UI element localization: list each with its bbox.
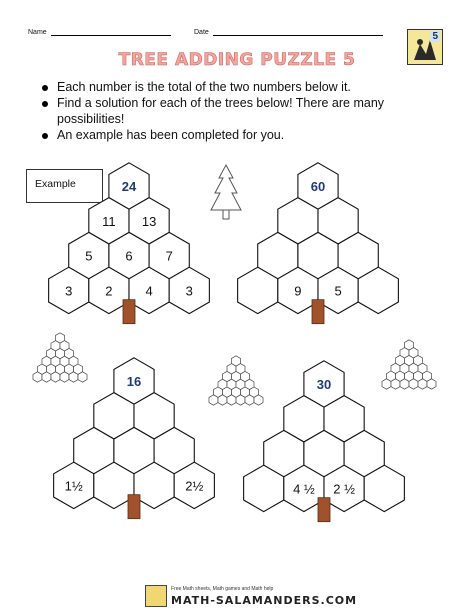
cell-number: 7 — [165, 248, 173, 264]
name-label: Name — [28, 29, 47, 36]
cell-number: 4 — [145, 283, 153, 299]
cell-number: 5 — [85, 248, 93, 264]
cell-number: 3 — [65, 283, 73, 299]
cell-number: 13 — [141, 213, 157, 229]
example-label: Example — [35, 178, 76, 190]
mini-hex-tree — [382, 340, 436, 389]
footer-tagline: Free Math sheets, Math games and Math help — [171, 586, 274, 592]
instruction-item: Find a solution for each of the trees below! There are many possibilities! — [40, 96, 440, 127]
cell-number: 1½ — [64, 478, 83, 494]
tree-trunk — [123, 300, 135, 324]
top-number: 60 — [310, 179, 326, 194]
puzzle-tree-example — [49, 163, 210, 324]
instruction-item: An example has been completed for you. — [40, 128, 440, 144]
cell-number: 6 — [125, 248, 133, 264]
logo-number: 5 — [432, 31, 438, 42]
footer-brand: MATH-SALAMANDERS.COM — [171, 594, 358, 607]
tree-trunk — [318, 498, 330, 522]
page-title: TREE ADDING PUZZLE 5 — [118, 50, 356, 70]
instruction-item: Each number is the total of the two numbers below it. — [40, 80, 440, 96]
cell-number: 11 — [102, 213, 116, 229]
cell-number: 9 — [294, 283, 302, 299]
puzzle-tree-puzzle-2 — [54, 358, 215, 519]
top-number: 24 — [121, 179, 137, 194]
cell-number: 2½ — [185, 478, 204, 494]
cell-number: 2 — [105, 283, 113, 299]
mascot-icon — [145, 585, 167, 607]
puzzle-tree-puzzle-3 — [244, 361, 405, 522]
mini-hex-tree — [209, 356, 263, 405]
tree-trunk — [128, 495, 140, 519]
cell-number: 4 ½ — [293, 481, 315, 497]
top-number: 30 — [316, 377, 332, 392]
cell-number: 5 — [334, 283, 342, 299]
puzzle-tree-puzzle-1 — [238, 163, 399, 324]
pine-tree-icon — [211, 165, 241, 219]
mini-hex-tree — [33, 333, 87, 382]
tree-trunk — [312, 300, 324, 324]
cell-number: 3 — [185, 283, 193, 299]
cell-number: 2 ½ — [333, 481, 355, 497]
footer-logo — [145, 585, 358, 609]
top-number: 16 — [126, 374, 142, 389]
date-label: Date — [194, 29, 209, 36]
